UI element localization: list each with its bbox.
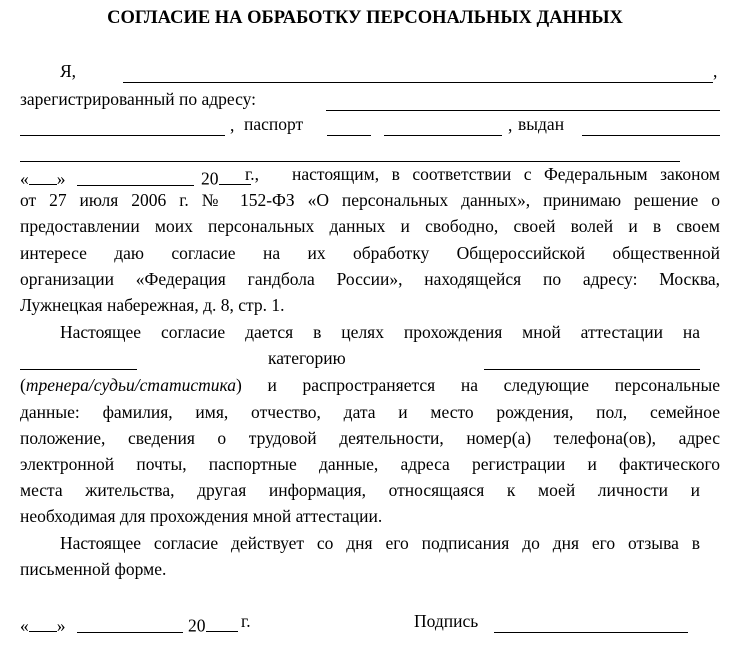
p2-line-5: положение, сведения о трудовой деятельности, номер(а) телефона(ов), адрес	[20, 428, 720, 448]
address-field[interactable]	[326, 92, 720, 114]
year-suffix: г.,	[245, 164, 259, 184]
p2-line-8: необходимая для прохождения мной аттестации.	[20, 506, 383, 526]
footer-date: « »	[20, 613, 66, 635]
name-row	[60, 63, 76, 81]
issued-by-field-2[interactable]	[20, 143, 680, 165]
p2-line-3: (тренера/судьи/статистика) и распространяется на следующие персональные	[20, 375, 720, 395]
roles-text: тренера/судьи/статистика	[25, 375, 236, 395]
p2-line-4: данные: фамилия, имя, отчество, дата и место рождения, пол, семейное	[20, 402, 720, 422]
p3-line-2: письменной форме.	[20, 559, 167, 579]
p2-line-1: Настоящее согласие дается в целях прохождения мной аттестации на	[60, 322, 700, 342]
p1-line-4: организации «Федерация гандбола России», находящейся по адресу: Москва,	[20, 269, 720, 289]
signature-label: Подпись	[414, 611, 479, 631]
address-field-2[interactable]	[20, 117, 225, 139]
day-field[interactable]	[29, 166, 57, 185]
date-line: « »	[20, 166, 66, 188]
footer-year-blank[interactable]	[206, 613, 238, 632]
p2-line-6: электронной почты, паспортные данные, адреса регистрации и фактического	[20, 454, 720, 474]
month-field[interactable]	[77, 167, 194, 189]
document-title: СОГЛАСИЕ НА ОБРАБОТКУ ПЕРСОНАЛЬНЫХ ДАННЫХ	[107, 8, 623, 28]
p1-line-3: интересе даю согласие на их обработку Общероссийской общественной	[20, 243, 720, 263]
name-suffix: ,	[713, 61, 718, 81]
category-label: категорию	[268, 348, 346, 368]
p1-line-5: Лужнецкая набережная, д. 8, стр. 1.	[20, 295, 285, 315]
footer-year-suffix: г.	[241, 611, 251, 631]
p3-line-1: Настоящее согласие действует со дня его подписания до дня его отзыва в	[60, 533, 700, 553]
passport-number-field[interactable]	[384, 117, 502, 139]
attestation-blank-1[interactable]	[20, 351, 137, 373]
passport-label: паспорт	[244, 114, 304, 134]
footer-day-field[interactable]	[29, 613, 57, 632]
signature-field[interactable]	[494, 614, 688, 636]
issued-by-field[interactable]	[582, 117, 720, 139]
year-field: 20	[201, 166, 251, 188]
category-blank[interactable]	[484, 351, 700, 373]
footer-month-field[interactable]	[77, 614, 183, 636]
p1-line-2: предоставлении моих персональных данных и свободно, своей волей и в своем	[20, 216, 720, 236]
passport-series-field[interactable]	[327, 117, 371, 139]
p1-line-0: настоящим, в соответствии с Федеральным законом	[292, 164, 720, 184]
address-label: зарегистрированный по адресу:	[20, 89, 257, 109]
name-prefix: Я,	[60, 61, 77, 81]
footer-year: 20	[188, 613, 238, 635]
p1-line-1: от 27 июля 2006 г. № 152-ФЗ «О персональных данных», принимаю решение о	[20, 190, 720, 210]
p2-line-7: места жительства, другая информация, относящаяся к моей личности и	[20, 480, 700, 500]
issued-label: выдан	[518, 114, 565, 134]
name-field[interactable]	[123, 64, 713, 86]
